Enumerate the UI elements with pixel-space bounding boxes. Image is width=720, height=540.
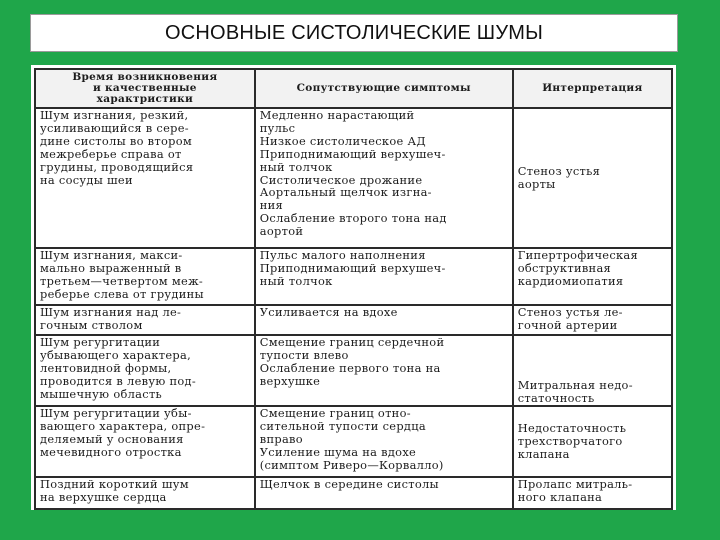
symptoms-cell bbox=[255, 248, 513, 305]
murmur-cell bbox=[35, 335, 255, 406]
text-line: Усиление шума на вдохе bbox=[259, 444, 417, 459]
text-line: гочным стволом bbox=[40, 317, 143, 332]
murmur-cell bbox=[35, 477, 255, 509]
header-symptoms bbox=[255, 69, 513, 108]
text-line: третьем—четвертом меж- bbox=[40, 273, 204, 288]
text-line: Смещение границ отно- bbox=[259, 406, 411, 420]
text-line: гочной артерии bbox=[517, 317, 618, 332]
text-line: Поздний короткий шум bbox=[40, 477, 189, 491]
text-line: лентовидной формы, bbox=[40, 360, 172, 375]
table-image bbox=[31, 65, 676, 510]
text-line: Гипертрофическая bbox=[517, 248, 638, 262]
text-line: Митральная недо- bbox=[517, 378, 633, 393]
interpretation-cell bbox=[513, 477, 672, 509]
text-line: клапана bbox=[517, 446, 570, 461]
text-line: Шум регургитации bbox=[40, 335, 161, 349]
symptoms-cell bbox=[255, 335, 513, 406]
text-line: вающего характера, опре- bbox=[40, 418, 206, 433]
text-line: Сопутствующие симптомы bbox=[296, 82, 471, 94]
text-line: на верхушке сердца bbox=[40, 489, 167, 504]
text-line: ный толчок bbox=[259, 273, 333, 288]
murmur-cell bbox=[35, 248, 255, 305]
text-line: Шум изгнания, макси- bbox=[40, 248, 183, 262]
text-line: деляемый у основания bbox=[40, 431, 184, 446]
text-line: Ослабление первого тона на bbox=[259, 360, 441, 375]
text-line: кардиомиопатия bbox=[517, 273, 624, 288]
text-line: на сосуды шеи bbox=[40, 172, 133, 187]
text-line: Шум регургитации убы- bbox=[40, 406, 192, 420]
header-timing bbox=[35, 69, 255, 108]
title-banner bbox=[30, 14, 678, 52]
text-line: вправо bbox=[259, 431, 303, 446]
interpretation-cell bbox=[513, 108, 672, 248]
text-line: ного клапана bbox=[517, 489, 603, 504]
text-line: Аортальный щелчок изгна- bbox=[259, 185, 432, 200]
text-line: Приподнимающий верхушеч- bbox=[259, 146, 446, 161]
symptoms-cell bbox=[255, 305, 513, 335]
table-row bbox=[35, 406, 672, 477]
text-line: проводится в левую под- bbox=[40, 373, 196, 388]
text-line: статочность bbox=[517, 391, 595, 406]
symptoms-cell bbox=[255, 477, 513, 509]
text-line: Медленно нарастающий bbox=[259, 108, 415, 122]
text-line: мечевидного отростка bbox=[40, 444, 182, 459]
table-row bbox=[35, 477, 672, 509]
text-line: аортой bbox=[259, 224, 304, 239]
text-line: характристики bbox=[96, 93, 194, 105]
text-line: пульс bbox=[259, 120, 296, 135]
text-line: Ослабление второго тона над bbox=[259, 211, 447, 226]
text-line: Интерпретация bbox=[542, 82, 643, 94]
text-line: тупости влево bbox=[259, 347, 349, 362]
table-row bbox=[35, 248, 672, 305]
text-line: Стеноз устья ле- bbox=[517, 305, 623, 319]
text-line: Смещение границ сердечной bbox=[259, 335, 445, 349]
text-line: Стеноз устья bbox=[517, 164, 601, 179]
text-line: дине систолы во втором bbox=[40, 133, 193, 148]
text-line: Пролапс митраль- bbox=[517, 477, 633, 491]
symptoms-cell bbox=[255, 108, 513, 248]
text-line: Время возникновения bbox=[72, 71, 218, 83]
text-line: Шум изгнания над ле- bbox=[40, 305, 182, 319]
text-line: Усиливается на вдохе bbox=[259, 305, 398, 319]
text-line: Пульс малого наполнения bbox=[259, 248, 426, 262]
text-line: Недостаточность bbox=[517, 421, 627, 436]
header-interpretation bbox=[513, 69, 672, 108]
murmur-cell bbox=[35, 406, 255, 477]
text-line: межреберье справа от bbox=[40, 146, 182, 161]
text-line: Низкое систолическое АД bbox=[259, 133, 426, 148]
text-line: реберье слева от грудины bbox=[40, 286, 204, 301]
header-row bbox=[35, 69, 672, 108]
text-line: мышечную область bbox=[40, 386, 163, 401]
table-row bbox=[35, 108, 672, 248]
text-line: мально выраженный в bbox=[40, 260, 182, 275]
text-line: Шум изгнания, резкий, bbox=[40, 108, 189, 122]
text-line: Щелчок в середине систолы bbox=[259, 477, 439, 491]
symptoms-cell bbox=[255, 406, 513, 477]
text-line: трехстворчатого bbox=[517, 434, 623, 449]
interpretation-cell bbox=[513, 406, 672, 477]
text-line: ния bbox=[259, 198, 284, 213]
text-line: убывающего характера, bbox=[40, 347, 191, 362]
table-row bbox=[35, 335, 672, 406]
slide-title: ОСНОВНЫЕ СИСТОЛИЧЕСКИЕ ШУМЫ bbox=[165, 21, 543, 44]
text-line: Приподнимающий верхушеч- bbox=[259, 260, 446, 275]
text-line: верхушке bbox=[259, 373, 321, 388]
text-line: обструктивная bbox=[517, 260, 612, 275]
murmur-table bbox=[34, 68, 673, 510]
interpretation-cell bbox=[513, 335, 672, 406]
murmur-cell bbox=[35, 305, 255, 335]
interpretation-cell bbox=[513, 305, 672, 335]
text-line: Систолическое дрожание bbox=[259, 172, 423, 187]
text-line: аорты bbox=[517, 177, 556, 191]
murmur-cell bbox=[35, 108, 255, 248]
text-line: сительной тупости сердца bbox=[259, 418, 426, 433]
interpretation-cell bbox=[513, 248, 672, 305]
table-row bbox=[35, 305, 672, 335]
text-line: и качественные bbox=[92, 82, 197, 94]
text-line: (симптом Риверо—Корвалло) bbox=[259, 457, 444, 472]
text-line: ный толчок bbox=[259, 159, 333, 174]
text-line: усиливающийся в сере- bbox=[40, 120, 189, 135]
text-line: грудины, проводящийся bbox=[40, 159, 194, 174]
